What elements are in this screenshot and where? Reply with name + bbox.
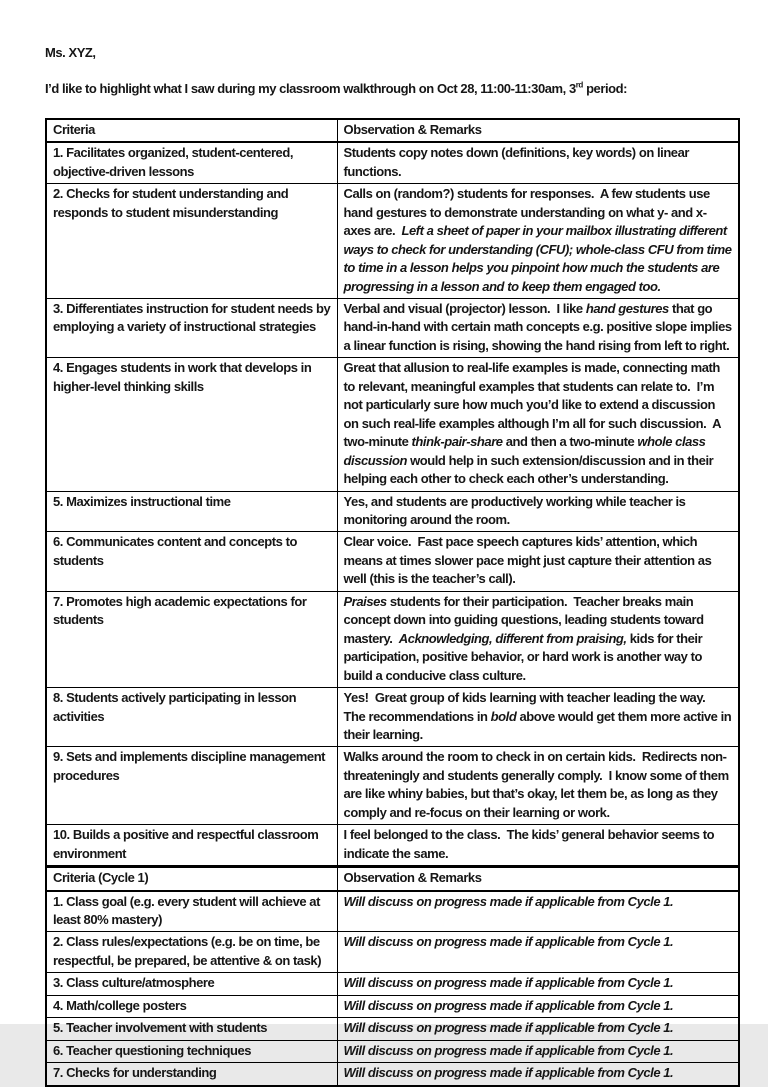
- observation-text-run: that go hand-in-hand with certain math concepts e.g. positive slope implies a linear function is rising, showing the hand rising from left to right.: [343, 300, 735, 353]
- table-header-row: [46, 119, 739, 142]
- criteria-cell: 7. Checks for understanding: [46, 1063, 337, 1086]
- criteria-header: Criteria (Cycle 1): [46, 867, 337, 891]
- criteria-cell: 4. Engages students in work that develops in higher-level thinking skills: [46, 358, 337, 491]
- observation-text-run: Verbal and visual (projector) lesson. I like: [343, 300, 586, 316]
- table-row: [46, 298, 739, 357]
- intro-text-after: period:: [582, 81, 627, 97]
- table-row: [46, 825, 739, 867]
- criteria-cell: 3. Class culture/atmosphere: [46, 973, 337, 995]
- observation-italic-run: Will discuss on progress made if applicable from Cycle 1.: [343, 934, 674, 950]
- observation-cell: [337, 142, 739, 183]
- walkthrough-table: [45, 118, 740, 1087]
- observation-italic-run: bold: [490, 708, 517, 724]
- criteria-cell: 1. Class goal (e.g. every student will achieve at least 80% mastery): [46, 891, 337, 932]
- observation-cell: [337, 973, 739, 995]
- table-row: [46, 973, 739, 995]
- criteria-cell: 5. Maximizes instructional time: [46, 491, 337, 532]
- observation-cell: [337, 532, 739, 591]
- observation-text-run: and then a two-minute: [502, 434, 638, 450]
- observation-cell: [337, 184, 739, 299]
- observation-italic-run: Will discuss on progress made if applicable from Cycle 1.: [343, 1020, 674, 1036]
- observation-italic-run: Will discuss on progress made if applicable from Cycle 1.: [343, 1065, 674, 1081]
- observation-cell: [337, 825, 739, 867]
- table-row: [46, 142, 739, 183]
- observation-italic-run: Acknowledging, different from praising,: [398, 630, 627, 646]
- observation-italic-run: think-pair-share: [411, 434, 503, 450]
- table-row: [46, 1018, 739, 1040]
- table-row: [46, 995, 739, 1017]
- criteria-cell: 6. Communicates content and concepts to students: [46, 532, 337, 591]
- observation-text-run: Yes, and students are productively working while teacher is monitoring around the room.: [343, 493, 689, 527]
- observation-text-run: I feel belonged to the class. The kids’ general behavior seems to indicate the same.: [343, 827, 718, 861]
- observation-text-run: Calls on (random?) students for responses. A few students use hand gestures to demonstrate understanding on what y- and x-axes are.: [343, 186, 713, 239]
- observation-text-run: would help in such extension/discussion and in their helping each other to check each other’s understanding.: [343, 452, 717, 487]
- table-row: [46, 532, 739, 591]
- cycle-header-row: [46, 867, 739, 891]
- observation-cell: [337, 891, 739, 932]
- criteria-cell: 9. Sets and implements discipline management procedures: [46, 747, 337, 825]
- observation-text-run: Walks around the room to check in on certain kids. Redirects non-threateningly and students generally comply. I know some of them are like whiny babies, but that’s okay, let them be, as long as they comply and re-focus on their learning or work.: [343, 749, 732, 820]
- criteria-header: Criteria: [46, 119, 337, 142]
- observation-header: Observation & Remarks: [337, 119, 739, 142]
- criteria-cell: 2. Class rules/expectations (e.g. be on time, be respectful, be prepared, be attentive & on task): [46, 932, 337, 973]
- walkthrough-table-body: [46, 119, 739, 1086]
- observation-cell: [337, 1018, 739, 1040]
- observation-text-run: above would get them more active in their learning.: [343, 708, 735, 742]
- observation-italic-run: Will discuss on progress made if applicable from Cycle 1.: [343, 893, 674, 909]
- table-row: [46, 358, 739, 491]
- observation-cell: [337, 1063, 739, 1086]
- criteria-cell: 3. Differentiates instruction for student needs by employing a variety of instructional strategies: [46, 298, 337, 357]
- table-row: [46, 491, 739, 532]
- observation-italic-run: whole class discussion: [343, 434, 709, 468]
- table-row: [46, 591, 739, 687]
- observation-cell: [337, 298, 739, 357]
- criteria-cell: 6. Teacher questioning techniques: [46, 1040, 337, 1062]
- table-row: [46, 1040, 739, 1062]
- observation-italic-run: Will discuss on progress made if applicable from Cycle 1.: [343, 975, 674, 991]
- greeting-line: Ms. XYZ,: [45, 45, 96, 60]
- observation-cell: [337, 995, 739, 1017]
- observation-italic-run: Left a sheet of paper in your mailbox illustrating different ways to check for understanding (CFU); whole-class CFU from time to time in a lesson helps you pinpoint how much the students are progressing in a lesson and to keep them engaged too.: [343, 223, 735, 294]
- observation-cell: [337, 932, 739, 973]
- observation-italic-run: hand gestures: [585, 300, 669, 316]
- observation-cell: [337, 1040, 739, 1062]
- observation-text-run: kids for their participation, positive behavior, or hard work is another way to build a conducive class culture.: [343, 630, 706, 683]
- observation-cell: [337, 688, 739, 747]
- observation-italic-run: Will discuss on progress made if applicable from Cycle 1.: [343, 997, 674, 1013]
- observation-cell: [337, 491, 739, 532]
- criteria-cell: 5. Teacher involvement with students: [46, 1018, 337, 1040]
- table-row: [46, 932, 739, 973]
- criteria-cell: 2. Checks for student understanding and responds to student misunderstanding: [46, 184, 337, 299]
- criteria-cell: 8. Students actively participating in lesson activities: [46, 688, 337, 747]
- ordinal-superscript: rd: [575, 81, 583, 91]
- observation-text-run: Students copy notes down (definitions, key words) on linear functions.: [343, 145, 693, 179]
- criteria-cell: 1. Facilitates organized, student-centered, objective-driven lessons: [46, 142, 337, 183]
- observation-cell: [337, 358, 739, 491]
- observation-cell: [337, 747, 739, 825]
- criteria-cell: 7. Promotes high academic expectations for students: [46, 591, 337, 687]
- table-row: [46, 1063, 739, 1086]
- observation-cell: [337, 591, 739, 687]
- table-row: [46, 891, 739, 932]
- intro-line: [45, 80, 740, 98]
- observation-text-run: Yes! Great group of kids learning with teacher leading the way. The recommendations in: [343, 690, 712, 724]
- criteria-cell: 10. Builds a positive and respectful classroom environment: [46, 825, 337, 867]
- observation-text-run: Great that allusion to real-life examples is made, connecting math to relevant, meaningful examples that students can relate to. I’m not particularly sure how much you’d like to extend a discussion on such real-life examples although I’m all for such discussion. A two-minute: [343, 360, 724, 450]
- observation-text-run: Clear voice. Fast pace speech captures kids’ attention, which means at times slower pace might just capture their attention as well (this is the teacher’s call).: [343, 534, 715, 587]
- table-row: [46, 688, 739, 747]
- observation-header: Observation & Remarks: [337, 867, 739, 891]
- intro-text-before: I’d like to highlight what I saw during my classroom walkthrough on Oct 28, 11:00-11:30am, 3: [45, 81, 576, 97]
- table-row: [46, 747, 739, 825]
- observation-text-run: students for their participation. Teacher breaks main concept down into guiding questions, leading students toward mastery.: [343, 593, 707, 646]
- observation-italic-run: Will discuss on progress made if applicable from Cycle 1.: [343, 1042, 674, 1058]
- table-row: [46, 184, 739, 299]
- criteria-cell: 4. Math/college posters: [46, 995, 337, 1017]
- observation-italic-run: Praises: [343, 593, 387, 609]
